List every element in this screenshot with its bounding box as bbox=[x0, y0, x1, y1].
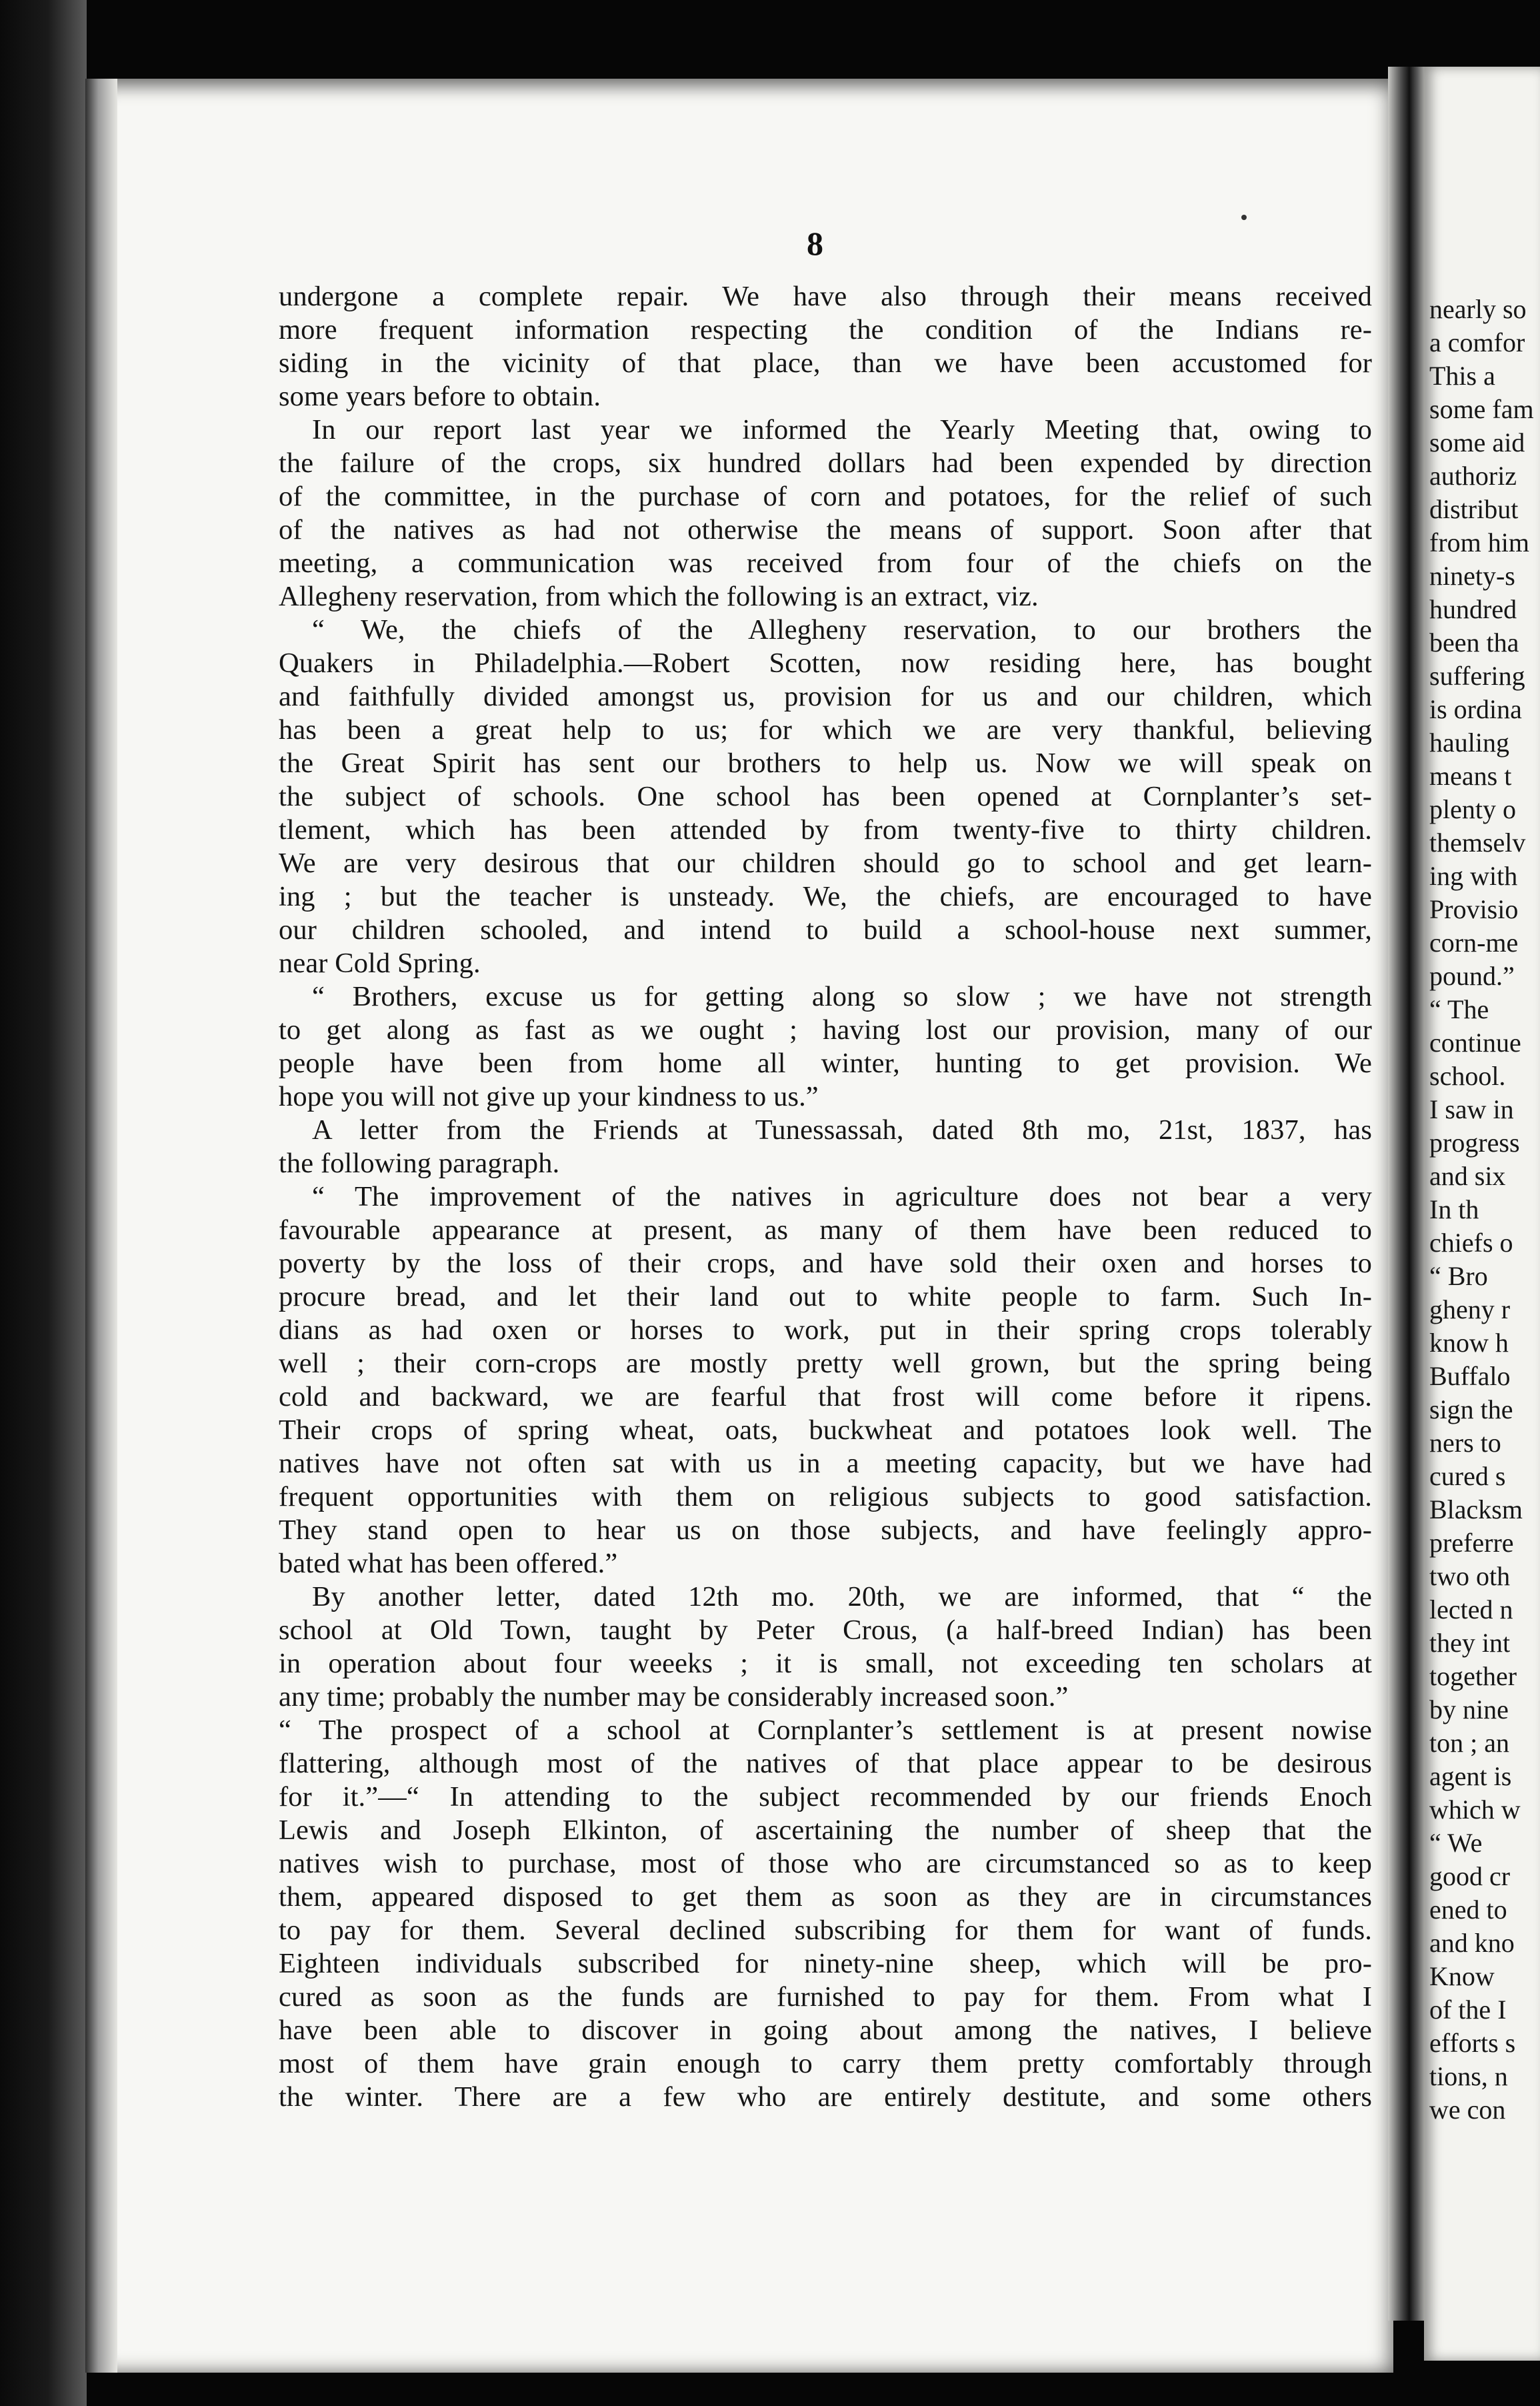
text-line: in operation about four weeeks ; it is small, not exceeding ten scholars at bbox=[279, 1648, 1372, 1679]
text-line: dians as had oxen or horses to work, put in their spring crops tolerably bbox=[279, 1314, 1372, 1346]
book-left-edge bbox=[0, 0, 87, 2406]
facing-page-line: some aid bbox=[1429, 427, 1525, 457]
text-line: siding in the vicinity of that place, than we have been accustomed for bbox=[279, 347, 1372, 379]
facing-page-line: cured s bbox=[1429, 1461, 1506, 1491]
text-line: We are very desirous that our children should go to school and get learn- bbox=[279, 848, 1372, 879]
text-line: most of them have grain enough to carry them pretty comfortably through bbox=[279, 2048, 1372, 2079]
text-line: natives wish to purchase, most of those who are circumstanced so as to keep bbox=[279, 1848, 1372, 1879]
facing-page-line: a comfor bbox=[1429, 327, 1525, 357]
facing-page-line: “ We bbox=[1429, 1828, 1483, 1858]
text-line: the following paragraph. bbox=[279, 1148, 560, 1179]
text-line: poverty by the loss of their crops, and have sold their oxen and horses to bbox=[279, 1248, 1372, 1279]
facing-page-line: some fam bbox=[1429, 394, 1534, 424]
facing-page-line: “ The bbox=[1429, 994, 1489, 1024]
facing-page-line: which w bbox=[1429, 1794, 1521, 1825]
text-line: the failure of the crops, six hundred dollars had been expended by direction bbox=[279, 447, 1372, 479]
facing-page-line: Blacksm bbox=[1429, 1494, 1523, 1524]
text-line: tlement, which has been attended by from twenty-five to thirty children. bbox=[279, 814, 1372, 846]
text-line: school at Old Town, taught by Peter Crous, (a half-breed Indian) has been bbox=[279, 1614, 1372, 1646]
facing-page-line: Buffalo bbox=[1429, 1361, 1511, 1391]
text-line: A letter from the Friends at Tunessassah, dated 8th mo, 21st, 1837, has bbox=[312, 1114, 1372, 1146]
facing-page-line: authoriz bbox=[1429, 461, 1517, 491]
facing-page-line: is ordina bbox=[1429, 694, 1522, 724]
text-line: them, appeared disposed to get them as soon as they are in circumstances bbox=[279, 1881, 1372, 1913]
text-line: the Great Spirit has sent our brothers to help us. Now we will speak on bbox=[279, 748, 1372, 779]
facing-page-line: pound.” bbox=[1429, 961, 1515, 991]
text-line: “ We, the chiefs of the Allegheny reservation, to our brothers the bbox=[312, 614, 1372, 646]
text-line: and faithfully divided amongst us, provision for us and our children, which bbox=[279, 681, 1372, 712]
text-line: “ The prospect of a school at Cornplanter’s settlement is at present nowise bbox=[279, 1714, 1372, 1746]
facing-page-line: gheny r bbox=[1429, 1294, 1511, 1324]
text-line: more frequent information respecting the condition of the Indians re- bbox=[279, 314, 1372, 345]
page-number: 8 bbox=[807, 225, 823, 262]
facing-page-line: by nine bbox=[1429, 1694, 1509, 1724]
facing-page-line: I saw in bbox=[1429, 1094, 1514, 1124]
text-line: flattering, although most of the natives of that place appear to be desirous bbox=[279, 1748, 1372, 1779]
text-line: of the committee, in the purchase of corn and potatoes, for the relief of such bbox=[279, 481, 1372, 512]
facing-page-line: tions, n bbox=[1429, 2061, 1508, 2091]
facing-page-line: school. bbox=[1429, 1061, 1506, 1091]
facing-page-line: from him bbox=[1429, 527, 1529, 557]
facing-page-line: they int bbox=[1429, 1628, 1511, 1658]
facing-page-line: distribut bbox=[1429, 494, 1519, 524]
text-line: By another letter, dated 12th mo. 20th, we are informed, that “ the bbox=[312, 1581, 1372, 1612]
facing-page-line: together bbox=[1429, 1661, 1517, 1691]
text-line: They stand open to hear us on those subjects, and have feelingly appro- bbox=[279, 1514, 1372, 1546]
facing-page-line: This a bbox=[1429, 361, 1495, 391]
text-line: people have been from home all winter, hunting to get provision. We bbox=[279, 1048, 1372, 1079]
facing-page-line: of the I bbox=[1429, 1995, 1507, 2025]
facing-page-line: efforts s bbox=[1429, 2028, 1516, 2058]
facing-page-line: ninety-s bbox=[1429, 561, 1515, 591]
facing-page-fragment bbox=[1424, 67, 1540, 2361]
text-line: “ The improvement of the natives in agriculture does not bear a very bbox=[312, 1181, 1372, 1212]
facing-page-line: ing with bbox=[1429, 861, 1518, 891]
text-line: frequent opportunities with them on religious subjects to good satisfaction. bbox=[279, 1481, 1372, 1512]
text-line: undergone a complete repair. We have also through their means received bbox=[279, 281, 1372, 312]
text-line: Quakers in Philadelphia.—Robert Scotten, now residing here, has bought bbox=[279, 648, 1372, 679]
text-line: to get along as fast as we ought ; having lost our provision, many of our bbox=[279, 1014, 1372, 1046]
facing-page-line: plenty o bbox=[1429, 794, 1516, 824]
text-line: favourable appearance at present, as many of them have been reduced to bbox=[279, 1214, 1372, 1246]
text-line: Allegheny reservation, from which the following is an extract, viz. bbox=[279, 581, 1039, 612]
text-line: has been a great help to us; for which we are very thankful, believing bbox=[279, 714, 1372, 746]
facing-page-line: hundred bbox=[1429, 594, 1517, 624]
facing-page-line: ners to bbox=[1429, 1428, 1501, 1458]
text-line: meeting, a communication was received from four of the chiefs on the bbox=[279, 547, 1372, 579]
facing-page-line: ton ; an bbox=[1429, 1728, 1509, 1758]
text-line: cold and backward, we are fearful that frost will come before it ripens. bbox=[279, 1381, 1372, 1412]
text-line: to pay for them. Several declined subscribing for them for want of funds. bbox=[279, 1915, 1372, 1946]
text-line: Their crops of spring wheat, oats, buckwheat and potatoes look well. The bbox=[279, 1414, 1372, 1446]
facing-page-line: corn-me bbox=[1429, 928, 1519, 958]
text-line: ing ; but the teacher is unsteady. We, the chiefs, are encouraged to have bbox=[279, 881, 1372, 912]
facing-page-line: good cr bbox=[1429, 1861, 1511, 1891]
facing-page-line: been tha bbox=[1429, 628, 1519, 658]
text-line: cured as soon as the funds are furnished to pay for them. From what I bbox=[279, 1981, 1372, 2013]
book-gutter bbox=[1388, 67, 1427, 2321]
facing-page-line: hauling bbox=[1429, 728, 1509, 758]
facing-page-line: sign the bbox=[1429, 1394, 1513, 1424]
facing-page-line: Provisio bbox=[1429, 894, 1519, 924]
text-line: our children schooled, and intend to build a school-house next summer, bbox=[279, 914, 1372, 946]
facing-page-line: suffering bbox=[1429, 661, 1525, 691]
text-line: bated what has been offered.” bbox=[279, 1548, 618, 1579]
facing-page-line: we con bbox=[1429, 2095, 1506, 2125]
facing-page-line: Know bbox=[1429, 1961, 1495, 1991]
facing-page-line: themselv bbox=[1429, 828, 1526, 858]
facing-page-line: ened to bbox=[1429, 1895, 1507, 1925]
text-line: In our report last year we informed the Yearly Meeting that, owing to bbox=[312, 414, 1372, 445]
facing-page-line: and kno bbox=[1429, 1928, 1515, 1958]
facing-page-line: know h bbox=[1429, 1328, 1509, 1358]
text-line: well ; their corn-crops are mostly pretty well grown, but the spring being bbox=[279, 1348, 1372, 1379]
text-line: some years before to obtain. bbox=[279, 381, 601, 412]
text-line: near Cold Spring. bbox=[279, 948, 481, 979]
facing-page-line: continue bbox=[1429, 1028, 1521, 1058]
text-line: hope you will not give up your kindness to us.” bbox=[279, 1081, 819, 1112]
facing-page-line: preferre bbox=[1429, 1528, 1514, 1558]
facing-page-line: and six bbox=[1429, 1161, 1506, 1191]
text-line: the winter. There are a few who are entirely destitute, and some others bbox=[279, 2081, 1372, 2113]
speck-mark bbox=[1241, 215, 1247, 220]
text-line: procure bread, and let their land out to white people to farm. Such In- bbox=[279, 1281, 1372, 1312]
text-line: natives have not often sat with us in a meeting capacity, but we have had bbox=[279, 1448, 1372, 1479]
text-line: for it.”—“ In attending to the subject recommended by our friends Enoch bbox=[279, 1781, 1372, 1813]
page-binding-shadow bbox=[85, 79, 117, 2373]
facing-page-line: means t bbox=[1429, 761, 1512, 791]
facing-page-line: nearly so bbox=[1429, 294, 1527, 324]
facing-page-line: “ Bro bbox=[1429, 1261, 1488, 1291]
text-line: “ Brothers, excuse us for getting along so slow ; we have not strength bbox=[312, 981, 1372, 1012]
facing-page-line: In th bbox=[1429, 1194, 1479, 1224]
facing-page-line: lected n bbox=[1429, 1594, 1513, 1624]
facing-page-line: progress bbox=[1429, 1128, 1520, 1158]
facing-page-line: two oth bbox=[1429, 1561, 1511, 1591]
text-line: Eighteen individuals subscribed for ninety-nine sheep, which will be pro- bbox=[279, 1948, 1372, 1979]
text-line: Lewis and Joseph Elkinton, of ascertaining the number of sheep that the bbox=[279, 1815, 1372, 1846]
facing-page-line: chiefs o bbox=[1429, 1228, 1513, 1258]
facing-page-line: agent is bbox=[1429, 1761, 1512, 1791]
text-line: any time; probably the number may be considerably increased soon.” bbox=[279, 1681, 1069, 1712]
text-line: of the natives as had not otherwise the means of support. Soon after that bbox=[279, 514, 1372, 545]
text-line: have been able to discover in going about among the natives, I believe bbox=[279, 2015, 1372, 2046]
text-line: the subject of schools. One school has been opened at Cornplanter’s set- bbox=[279, 781, 1372, 812]
